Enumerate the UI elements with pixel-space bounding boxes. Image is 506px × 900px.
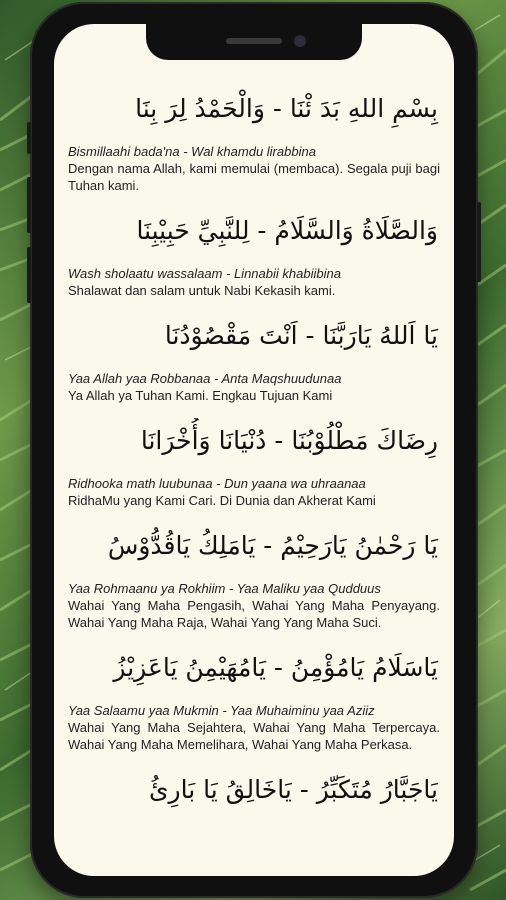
transliteration: Yaa Salaamu yaa Mukmin - Yaa Muhaiminu yaa Aziiz (68, 703, 375, 718)
prayer-verse (68, 208, 440, 299)
prayer-text-list[interactable] (68, 86, 440, 827)
arabic-verse: وَالصَّلَاةُ وَالسَّلَامُ - لِلنَّبِيِّ حَبِيْبِنَا (136, 216, 438, 245)
prayer-verse (68, 86, 440, 194)
prayer-verse (68, 767, 440, 813)
transliteration: Wash sholaatu wassalaam - Linnabii khabiibina (68, 266, 341, 281)
speaker-grille (226, 38, 282, 44)
translation: Dengan nama Allah, kami memulai (membaca). Segala puji bagi Tuhan kami. (68, 161, 440, 193)
phone-button (27, 247, 31, 303)
translation: Wahai Yang Maha Sejahtera, Wahai Yang Maha Terpercaya. Wahai Yang Maha Memelihara, Wahai Yang Maha Perkasa. (68, 720, 440, 752)
translation: Shalawat dan salam untuk Nabi Kekasih kami. (68, 283, 336, 298)
prayer-verse (68, 313, 440, 404)
arabic-verse: يَاجَبَّارُ مُتَكَبِّرُ - يَاخَالِقُ يَا بَارِئُ (148, 775, 438, 804)
translation: Ya Allah ya Tuhan Kami. Engkau Tujuan Kami (68, 388, 333, 403)
phone-button (477, 202, 481, 282)
arabic-verse: يَا رَحْمٰنُ يَارَحِيْمُ - يَامَلِكُ يَاقُدُّوْسُ (107, 531, 438, 560)
prayer-verse (68, 418, 440, 509)
arabic-verse: يَا اَللهُ يَارَبَّنَا - اَنْتَ مَقْصُوْدُنَا (164, 321, 438, 350)
phone-screen[interactable] (54, 24, 454, 876)
translation: RidhaMu yang Kami Cari. Di Dunia dan Akherat Kami (68, 493, 376, 508)
phone-button (27, 177, 31, 233)
camera-icon (294, 35, 306, 47)
phone-frame (30, 2, 478, 898)
transliteration: Bismillaahi bada'na - Wal khamdu lirabbina (68, 144, 316, 159)
transliteration: Yaa Rohmaanu ya Rokhiim - Yaa Maliku yaa Qudduus (68, 581, 381, 596)
prayer-verse (68, 523, 440, 631)
prayer-verse (68, 645, 440, 753)
phone-button (27, 122, 31, 154)
arabic-verse: رِضَاكَ مَطْلُوْبُنَا - دُنْيَانَا وَأُخْرَانَا (140, 426, 438, 455)
transliteration: Yaa Allah yaa Robbanaa - Anta Maqshuudunaa (68, 371, 342, 386)
translation: Wahai Yang Maha Pengasih, Wahai Yang Maha Penyayang. Wahai Yang Maha Raja, Wahai Yang Yang Maha Suci. (68, 598, 440, 630)
phone-notch (146, 24, 362, 60)
arabic-verse: بِسْمِ اللهِ بَدَ ئْنَا - وَالْحَمْدُ لِرَ بِنَا (135, 94, 438, 123)
arabic-verse: يَاسَلَامُ يَامُؤْمِنُ - يَامُهَيْمِنُ يَاعَزِيْزُ (113, 653, 438, 682)
transliteration: Ridhooka math luubunaa - Dun yaana wa uhraanaa (68, 476, 366, 491)
